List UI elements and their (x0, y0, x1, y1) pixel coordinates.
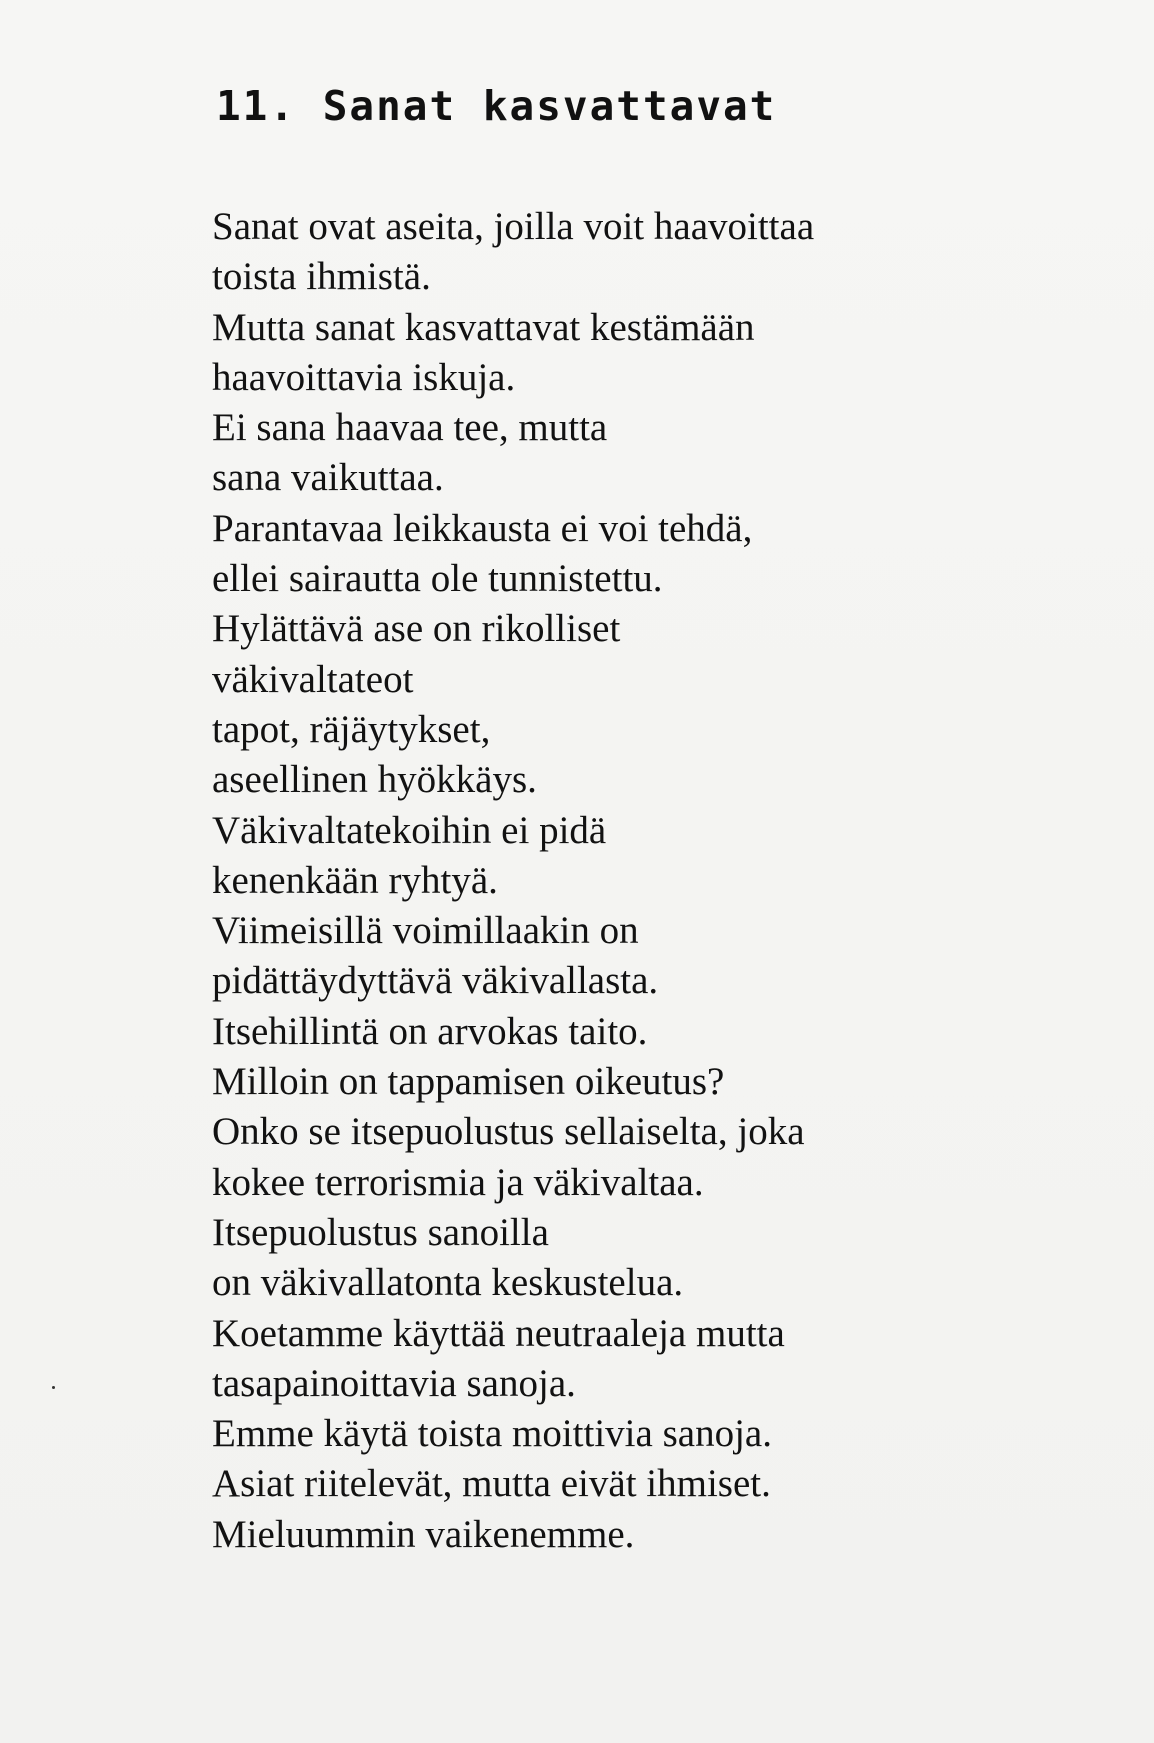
poem-line: haavoittavia iskuja. (212, 355, 516, 399)
section-title: 11. Sanat kasvattavat (216, 82, 777, 130)
poem-line: tapot, räjäytykset, (212, 707, 491, 751)
poem-line: Itsehillintä on arvokas taito. (212, 1009, 648, 1053)
poem-line: toista ihmistä. (212, 255, 431, 299)
poem-line: Emme käytä toista moittivia sanoja. (212, 1412, 772, 1456)
poem-line: Mieluummin vaikenemme. (212, 1512, 635, 1556)
poem-line: kokee terrorismia ja väkivaltaa. (212, 1160, 704, 1204)
poem-line: ellei sairautta ole tunnistettu. (212, 557, 663, 601)
poem-line: tasapainoittavia sanoja. (212, 1361, 576, 1405)
poem-line: Koetamme käyttää neutraaleja mutta (212, 1311, 785, 1355)
poem-line: Parantavaa leikkausta ei voi tehdä, (212, 506, 753, 550)
poem-line: Sanat ovat aseita, joilla voit haavoittaa (212, 205, 815, 248)
poem-line: Onko se itsepuolustus sellaiselta, joka (212, 1110, 805, 1154)
poem-line: pidättäydyttävä väkivallasta. (212, 959, 659, 1003)
poem-line: kenenkään ryhtyä. (212, 858, 498, 902)
scan-speck (52, 1386, 55, 1389)
poem-line: on väkivallatonta keskustelua. (212, 1261, 684, 1305)
poem-text (212, 202, 814, 1560)
poem-line: väkivaltateot (212, 657, 414, 701)
poem-line: Milloin on tappamisen oikeutus? (212, 1060, 725, 1104)
poem-line: Ei sana haavaa tee, mutta (212, 406, 608, 450)
poem-line: Viimeisillä voimillaakin on (212, 909, 639, 953)
poem-line: Hylättävä ase on rikolliset (212, 607, 621, 651)
poem-line: Väkivaltatekoihin ei pidä (212, 808, 607, 852)
poem-line: Mutta sanat kasvattavat kestämään (212, 305, 755, 349)
poem-line: Asiat riitelevät, mutta eivät ihmiset. (212, 1462, 771, 1506)
poem-line: Itsepuolustus sanoilla (212, 1210, 549, 1254)
poem-line: aseellinen hyökkäys. (212, 758, 537, 802)
poem-line: sana vaikuttaa. (212, 456, 444, 500)
